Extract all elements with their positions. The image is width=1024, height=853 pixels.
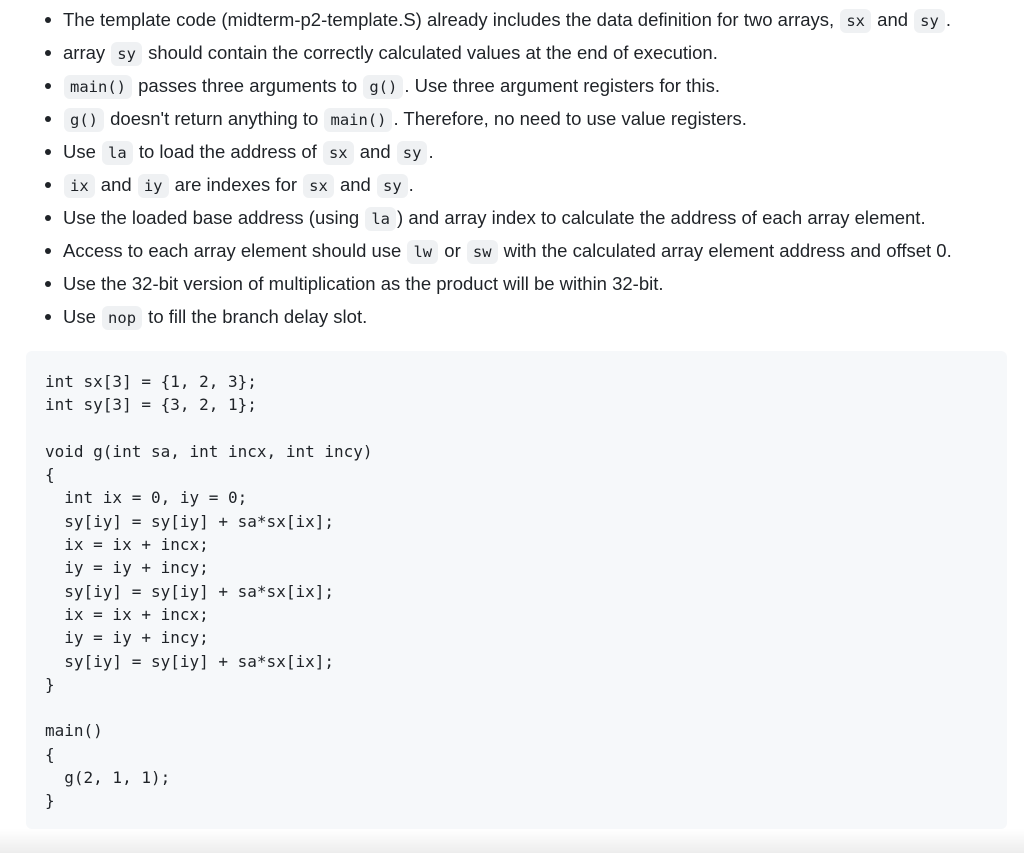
code-line: int sy[3] = {3, 2, 1};	[45, 395, 257, 415]
inline-code: main()	[324, 108, 392, 132]
code-content	[45, 370, 373, 813]
inline-code: sx	[303, 174, 334, 198]
bullet-dot	[45, 149, 51, 155]
code-line	[45, 417, 373, 440]
instruction-text: to load the address of	[133, 141, 322, 162]
inline-code: sx	[840, 9, 871, 33]
instruction-text: and	[872, 9, 914, 30]
instruction-text: Use	[63, 306, 102, 327]
bullet-dot	[45, 182, 51, 188]
instruction-list	[0, 3, 1024, 333]
code-line: int ix = 0, iy = 0;	[45, 488, 248, 508]
instruction-text: or	[439, 240, 466, 261]
instruction-text: should contain the correctly calculated values at the end of execution.	[142, 42, 718, 63]
code-line: {	[45, 744, 55, 764]
inline-code: sx	[323, 141, 354, 165]
inline-code: g()	[64, 108, 104, 132]
bullet-dot	[45, 215, 51, 221]
code-line: sy[iy] = sy[iy] + sa*sx[ix];	[45, 581, 334, 601]
inline-code: ix	[64, 174, 95, 198]
code-line: void g(int sa, int incx, int incy)	[45, 441, 373, 461]
bottom-shade	[0, 829, 1024, 853]
instruction-item	[0, 36, 1024, 69]
instruction-text: and	[354, 141, 396, 162]
instruction-text: The template code (midterm-p2-template.S) already includes the data definition for two arrays,	[63, 9, 840, 30]
inline-code: sw	[467, 240, 498, 264]
instruction-text: Use the loaded base address (using	[63, 207, 365, 228]
bullet-dot	[45, 116, 51, 122]
bullet-dot	[45, 83, 51, 89]
bullet-dot	[45, 50, 51, 56]
code-line: {	[45, 465, 55, 485]
inline-code: la	[365, 207, 396, 231]
inline-code: sy	[397, 141, 428, 165]
instruction-text: array	[63, 42, 111, 63]
bullet-dot	[45, 248, 51, 254]
code-line: ix = ix + incx;	[45, 535, 209, 555]
instruction-text: .	[945, 9, 951, 30]
bullet-dot	[45, 314, 51, 320]
instruction-text: and	[334, 174, 376, 195]
instruction-text: .	[408, 174, 414, 195]
instruction-text: are indexes for	[169, 174, 303, 195]
code-line: iy = iy + incy;	[45, 628, 209, 648]
code-line: g(2, 1, 1);	[45, 768, 171, 788]
inline-code: sy	[377, 174, 408, 198]
instruction-item	[0, 267, 1024, 300]
instruction-text: doesn't return anything to	[105, 108, 324, 129]
inline-code: sy	[914, 9, 945, 33]
code-line: }	[45, 674, 55, 694]
inline-code: sy	[111, 42, 142, 66]
instruction-text: Use	[63, 141, 102, 162]
bullet-dot	[45, 17, 51, 23]
code-line: sy[iy] = sy[iy] + sa*sx[ix];	[45, 511, 334, 531]
instruction-text: . Therefore, no need to use value registers.	[393, 108, 747, 129]
inline-code: main()	[64, 75, 132, 99]
instruction-item	[0, 3, 1024, 36]
code-line: iy = iy + incy;	[45, 558, 209, 578]
instruction-item	[0, 234, 1024, 267]
instruction-text: with the calculated array element address and offset 0.	[498, 240, 952, 261]
instruction-text: to fill the branch delay slot.	[143, 306, 368, 327]
instruction-text: passes three arguments to	[133, 75, 363, 96]
bullet-dot	[45, 281, 51, 287]
instruction-item	[0, 168, 1024, 201]
instruction-item	[0, 300, 1024, 333]
instruction-text: Access to each array element should use	[63, 240, 407, 261]
inline-code: iy	[138, 174, 169, 198]
instruction-text: . Use three argument registers for this.	[404, 75, 720, 96]
code-line: main()	[45, 721, 103, 741]
code-line	[45, 696, 373, 719]
instruction-text: and	[95, 174, 137, 195]
inline-code: nop	[102, 306, 142, 330]
code-block	[26, 351, 1007, 829]
inline-code: g()	[363, 75, 403, 99]
instruction-item	[0, 135, 1024, 168]
code-line: sy[iy] = sy[iy] + sa*sx[ix];	[45, 651, 334, 671]
code-line: }	[45, 791, 55, 811]
instruction-item	[0, 201, 1024, 234]
instruction-text: .	[428, 141, 434, 162]
instruction-text: Use the 32-bit version of multiplication as the product will be within 32-bit.	[63, 273, 664, 294]
inline-code: lw	[407, 240, 438, 264]
inline-code: la	[102, 141, 133, 165]
instruction-item	[0, 102, 1024, 135]
instruction-item	[0, 69, 1024, 102]
code-line: ix = ix + incx;	[45, 604, 209, 624]
code-line: int sx[3] = {1, 2, 3};	[45, 372, 257, 391]
instruction-text: ) and array index to calculate the address of each array element.	[397, 207, 926, 228]
